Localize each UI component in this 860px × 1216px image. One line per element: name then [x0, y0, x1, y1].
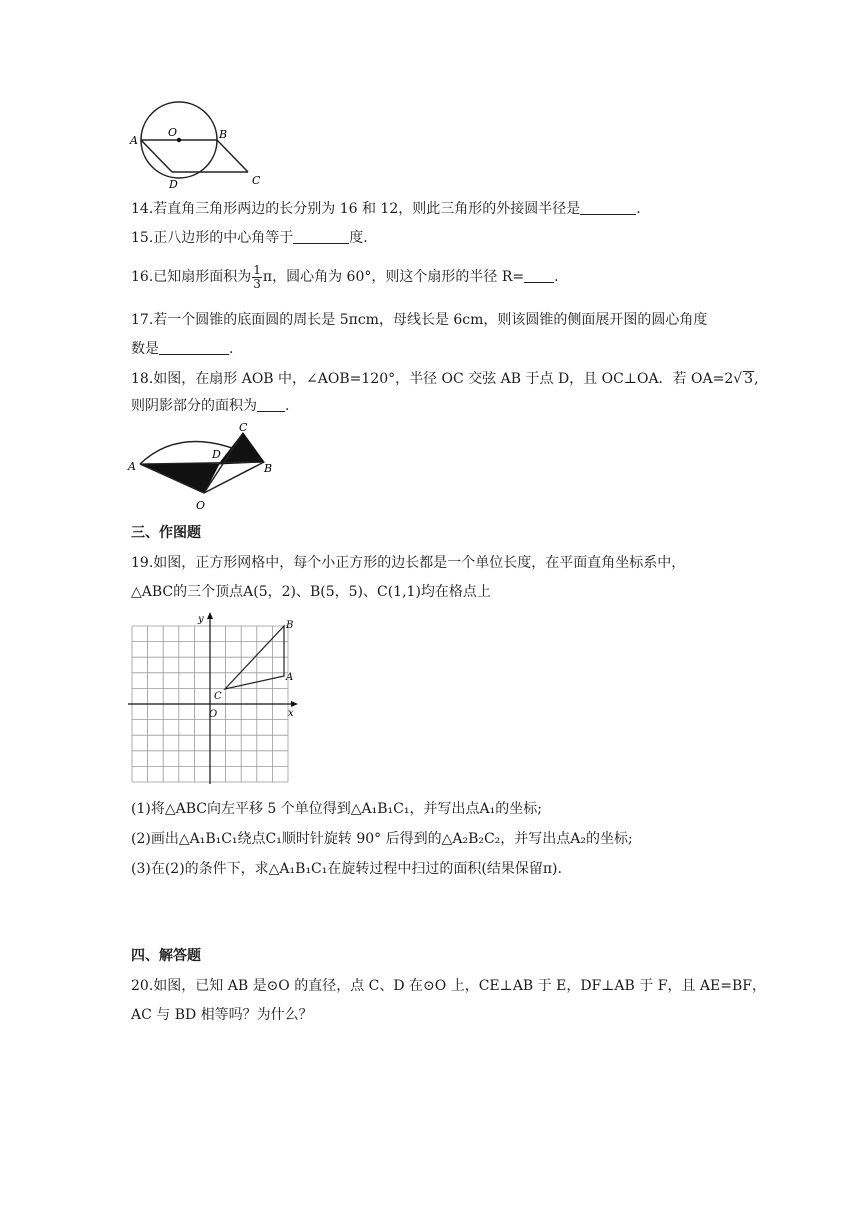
q14-end: .: [636, 201, 641, 217]
question-17-line1: [131, 310, 707, 330]
section-4-heading: 四、解答题: [131, 948, 201, 964]
q18-answer-blank[interactable]: [257, 397, 285, 412]
sector-figure: [126, 420, 282, 516]
q14-text: 若直角三角形两边的长分别为 16 和 12，则此三角形的外接圆半径是: [153, 201, 581, 217]
section-3-heading: 三、作图题: [131, 525, 201, 541]
q17-text-line1: 若一个圆锥的底面圆的周长是 5πcm，母线长是 6cm，则该圆锥的侧面展开图的圆心角度: [153, 312, 708, 328]
question-17-line2: [131, 339, 233, 359]
label-a: A: [286, 672, 294, 683]
q19-text-line1: 如图，正方形网格中，每个小正方形的边长都是一个单位长度，在平面直角坐标系中，: [153, 555, 686, 571]
label-d: D: [169, 178, 178, 191]
q16-text-b: π，圆心角为 60°，则这个扇形的半径 R=: [262, 269, 525, 285]
q15-end: 度.: [349, 230, 368, 246]
q18-text-line2: 则阴影部分的面积为: [131, 398, 257, 414]
label-y: y: [198, 614, 204, 625]
label-b: B: [219, 128, 228, 141]
q18-line1-end: ,: [754, 371, 759, 387]
q14-answer-blank[interactable]: [580, 200, 636, 215]
question-14: [131, 199, 641, 219]
q16-number: 16.: [131, 269, 154, 285]
question-18-line2: [131, 396, 289, 416]
label-b: B: [286, 620, 294, 631]
q15-number: 15.: [131, 230, 154, 246]
q19-part3-text: (3)在(2)的条件下，求△A₁B₁C₁在旋转过程中扫过的面积(结果保留π).: [131, 861, 562, 877]
segment-ad: [141, 140, 172, 172]
label-o: O: [209, 709, 218, 720]
question-19-part2: [131, 829, 633, 849]
q17-end: .: [229, 341, 234, 357]
label-x: x: [288, 708, 294, 719]
q15-text: 正八边形的中心角等于: [153, 230, 294, 246]
sqrt-sign: √: [733, 371, 743, 387]
q18-sqrt-value: 3: [744, 371, 754, 387]
q16-fraction: [252, 264, 262, 291]
q16-frac-numerator: 1: [253, 262, 261, 277]
q15-answer-blank[interactable]: [293, 229, 349, 244]
label-o: O: [196, 499, 206, 512]
label-b: B: [264, 462, 273, 475]
q20-text-line1: 如图，已知 AB 是⊙O 的直径，点 C、D 在⊙O 上，CE⊥AB 于 E，DF⊥AB 于 F，且 AE=BF，: [153, 978, 766, 994]
question-19-line1: [131, 553, 685, 573]
label-a: A: [128, 460, 136, 473]
q16-answer-blank[interactable]: [524, 268, 554, 283]
q14-number: 14.: [131, 201, 154, 217]
label-c: C: [214, 691, 222, 702]
q18-number: 18.: [131, 371, 154, 387]
question-15: [131, 228, 368, 248]
label-a: A: [130, 134, 138, 147]
question-18-line1: [131, 369, 759, 389]
q18-end: .: [285, 398, 290, 414]
q17-number: 17.: [131, 312, 154, 328]
label-d: D: [212, 448, 221, 461]
question-19-line2: [131, 582, 491, 602]
q19-number: 19.: [131, 555, 154, 571]
q20-text-line2: AC 与 BD 相等吗？为什么？: [131, 1007, 313, 1023]
q18-text-line1: 如图，在扇形 AOB 中，∠AOB=120°，半径 OC 交弦 AB 于点 D，且 OC⊥OA．若 OA=2: [153, 371, 734, 387]
label-c: C: [239, 421, 248, 434]
question-20-line1: [131, 976, 766, 996]
q19-part2-text: (2)画出△A₁B₁C₁绕点C₁顺时针旋转 90° 后得到的△A₂B₂C₂，并写出点A₂的坐标;: [131, 831, 633, 847]
question-20-line2: [131, 1005, 313, 1025]
q16-text-a: 已知扇形面积为: [153, 269, 252, 285]
q17-text-line2: 数是: [131, 341, 159, 357]
label-o: O: [168, 126, 178, 139]
question-19-part1: [131, 799, 542, 819]
q19-text-line2: △ABC的三个顶点A(5，2)、B(5，5)、C(1,1)均在格点上: [131, 584, 491, 600]
x-axis-arrow: [291, 701, 298, 707]
question-19-part3: [131, 859, 562, 879]
q16-end: .: [554, 269, 559, 285]
question-16: [131, 263, 559, 291]
circle-parallelogram-figure: [128, 92, 268, 192]
label-c: C: [252, 174, 261, 187]
grid-coordinate-figure: [128, 610, 304, 786]
q16-frac-denominator: 3: [253, 276, 261, 291]
q17-answer-blank[interactable]: [159, 340, 229, 355]
y-axis-arrow: [207, 612, 213, 619]
q19-part1-text: (1)将△ABC向左平移 5 个单位得到△A₁B₁C₁，并写出点A₁的坐标;: [131, 801, 542, 817]
segment-bc: [217, 140, 248, 172]
q20-number: 20.: [131, 978, 154, 994]
center-dot: [177, 138, 181, 142]
